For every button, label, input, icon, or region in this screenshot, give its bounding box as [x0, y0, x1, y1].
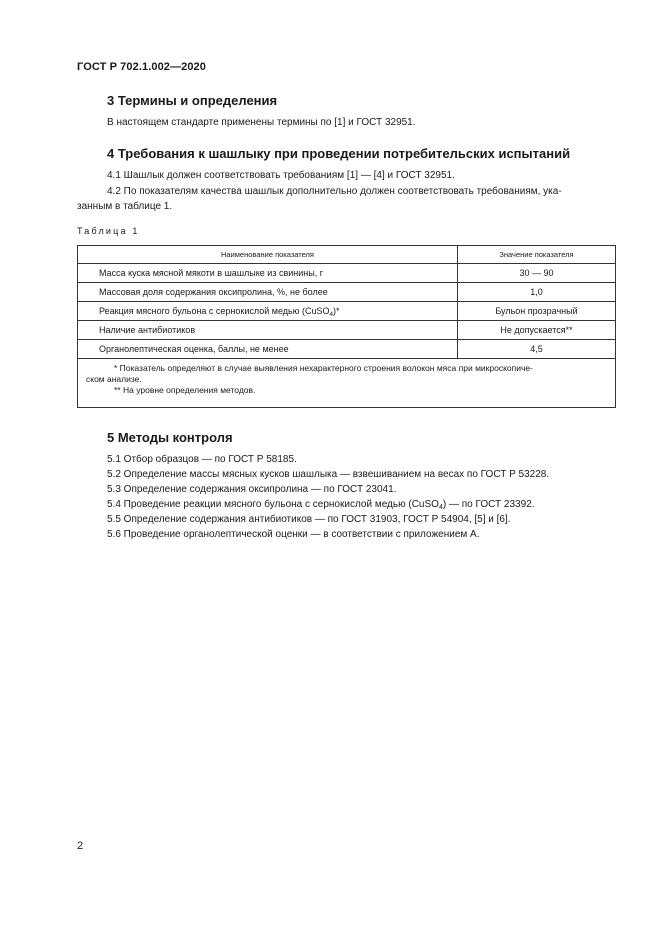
document-header: ГОСТ Р 702.1.002—2020 [77, 61, 206, 73]
item-text-prefix: 5.4 Проведение реакции мясного бульона с сернокислой медью (CuSO [107, 499, 439, 510]
table-cell-name: Наличие антибиотиков [78, 321, 458, 340]
section-5-item: 5.5 Определение содержания антибиотиков — по ГОСТ 31903, ГОСТ Р 54904, [5] и [6]. [107, 514, 511, 525]
table-cell-name: Органолептическая оценка, баллы, не менее [78, 340, 458, 359]
table-footnote-row [78, 359, 616, 408]
table-footnotes [78, 359, 616, 408]
page-number: 2 [77, 840, 84, 852]
subscript: 4 [329, 311, 333, 318]
table-header-value: Значение показателя [458, 246, 616, 264]
table-header-row [78, 246, 616, 264]
subscript: 4 [438, 504, 443, 511]
table-row [78, 340, 616, 359]
footnote-2: ** На уровне определения методов. [114, 385, 256, 395]
table-cell-value: Не допускается** [458, 321, 616, 340]
section-5-item: 5.6 Проведение органолептической оценки — в соответствии с приложением А. [107, 529, 480, 540]
section-5-item: 5.3 Определение содержания оксипролина — по ГОСТ 23041. [107, 484, 397, 495]
table-cell-name: Масса куска мясной мякоти в шашлыке из свинины, г [78, 264, 458, 283]
indicators-table [77, 245, 616, 408]
section-5-item: 5.2 Определение массы мясных кусков шашлыка — взвешиванием на весах по ГОСТ Р 53228. [107, 469, 550, 480]
table-row [78, 321, 616, 340]
table-row [78, 264, 616, 283]
section-5-item: 5.1 Отбор образцов — по ГОСТ Р 58185. [107, 454, 297, 465]
section-5-item [107, 497, 534, 513]
cell-text-prefix: Реакция мясного бульона с сернокислой медью (CuSO [99, 306, 330, 316]
section-4-title: 4 Требования к шашлыку при проведении потребительских испытаний [107, 146, 571, 161]
table-caption: Таблица 1 [77, 226, 140, 236]
section-4-paragraph-1: 4.1 Шашлык должен соответствовать требованиям [1] — [4] и ГОСТ 32951. [107, 170, 455, 181]
table-row [78, 283, 616, 302]
table-cell-name: Массовая доля содержания оксипролина, %, не более [78, 283, 458, 302]
section-3-title: 3 Термины и определения [107, 93, 278, 108]
section-4-paragraph-2-line-1: 4.2 По показателям качества шашлык дополнительно должен соответствовать требованиям, ука- [107, 186, 562, 197]
table-cell-value: 1,0 [458, 283, 616, 302]
item-text-suffix: ) — по ГОСТ 23392. [442, 499, 535, 510]
table-cell-value: 30 — 90 [458, 264, 616, 283]
table-header-name: Наименование показателя [78, 246, 458, 264]
section-5-title: 5 Методы контроля [107, 430, 233, 445]
cell-text-suffix: )* [332, 306, 340, 316]
section-3-text: В настоящем стандарте применены термины по [1] и ГОСТ 32951. [107, 117, 416, 128]
footnote-1-line-1: * Показатель определяют в случае выявления нехарактерного строения волокон мяса при микроскопиче- [114, 363, 533, 373]
table-row [78, 302, 616, 321]
table-cell-value: 4,5 [458, 340, 616, 359]
table-cell-name [78, 302, 458, 321]
table-cell-value: Бульон прозрачный [458, 302, 616, 321]
footnote-1-line-2: ском анализе. [86, 374, 142, 384]
section-4-paragraph-2-line-2: занным в таблице 1. [77, 201, 173, 212]
